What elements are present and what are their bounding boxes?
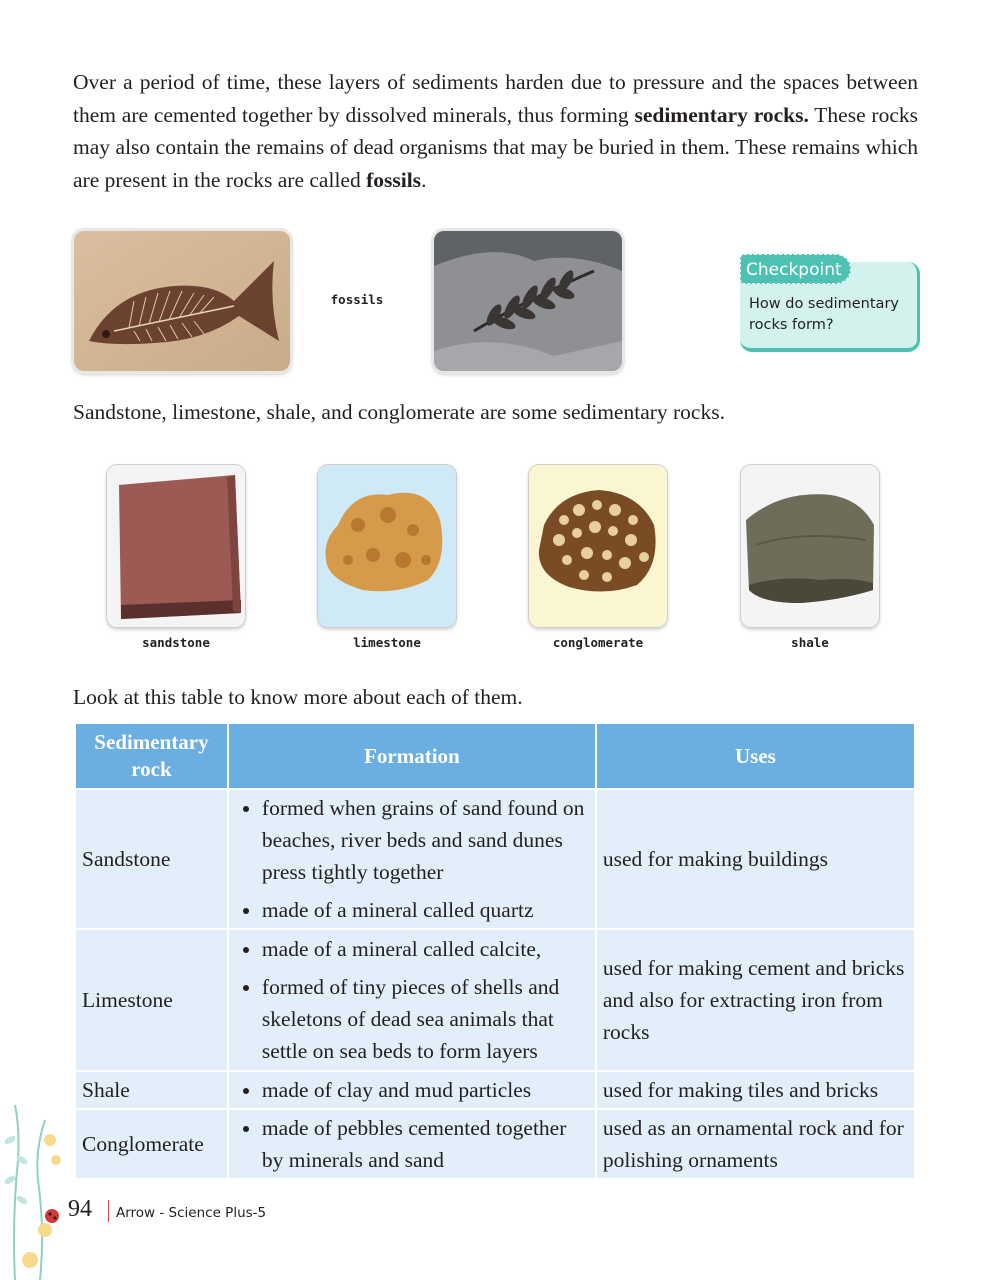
fossils-caption: fossils bbox=[330, 292, 384, 307]
term-fossils: fossils bbox=[366, 167, 422, 192]
table-row bbox=[75, 1109, 915, 1179]
uses-cell: used for making tiles and bricks bbox=[596, 1071, 915, 1109]
footer-divider bbox=[108, 1200, 109, 1222]
formation-cell bbox=[228, 1071, 596, 1109]
conglomerate-image bbox=[529, 465, 667, 627]
header-sedimentary-rock: Sedimentary rock bbox=[75, 723, 228, 789]
table-intro-text: Look at this table to know more about each of them. bbox=[73, 685, 523, 709]
uses-cell: used as an ornamental rock and for polishing ornaments bbox=[596, 1109, 915, 1179]
table-row bbox=[75, 1071, 915, 1109]
term-sedimentary-rocks: sedimentary rocks. bbox=[634, 102, 809, 127]
shale-image bbox=[741, 465, 879, 627]
fish-fossil-image bbox=[74, 231, 290, 371]
sedimentary-rocks-table bbox=[74, 722, 916, 1180]
formation-item: • formed of tiny pieces of shells and skeletons of dead sea animals that settle on sea beds to form layers bbox=[262, 971, 589, 1067]
limestone-image bbox=[318, 465, 456, 627]
formation-item: • made of clay and mud particles bbox=[262, 1074, 589, 1106]
rock-name: Conglomerate bbox=[75, 1109, 228, 1179]
limestone-caption: limestone bbox=[353, 635, 421, 650]
formation-item: • made of a mineral called quartz bbox=[262, 894, 589, 926]
formation-cell bbox=[228, 1109, 596, 1179]
uses-cell: used for making cement and bricks and also for extracting iron from rocks bbox=[596, 929, 915, 1071]
checkpoint-title: Checkpoint bbox=[740, 254, 851, 284]
formation-item: • formed when grains of sand found on beaches, river beds and sand dunes press tightly together bbox=[262, 792, 589, 888]
formation-item: • made of a mineral called calcite, bbox=[262, 933, 589, 965]
rock-name: Shale bbox=[75, 1071, 228, 1109]
table-row bbox=[75, 789, 915, 929]
rock-name: Sandstone bbox=[75, 789, 228, 929]
sandstone-caption: sandstone bbox=[142, 635, 210, 650]
sandstone-image bbox=[107, 465, 245, 627]
rock-name: Limestone bbox=[75, 929, 228, 1071]
table-header-row bbox=[75, 723, 915, 789]
checkpoint-question: How do sedimentary rocks form? bbox=[749, 296, 899, 333]
ladybug-icon bbox=[45, 1209, 59, 1223]
page-number: 94 bbox=[68, 1196, 92, 1222]
intro-text-1: Over a period of time, these layers of sediments harden due to pressure and the spaces between them are cemented together by dissolved minerals, thus forming bbox=[73, 70, 918, 127]
header-uses: Uses bbox=[596, 723, 915, 789]
intro-text-3: . bbox=[421, 167, 427, 192]
intro-text-2: These rocks may also contain the remains of dead organisms that may be buried in them. These remains which are present in the rocks are called bbox=[73, 102, 918, 192]
header-formation: Formation bbox=[228, 723, 596, 789]
shale-caption: shale bbox=[791, 635, 829, 650]
formation-item: • made of pebbles cemented together by minerals and sand bbox=[262, 1112, 589, 1176]
leaf-fossil-image bbox=[434, 231, 622, 371]
table-row bbox=[75, 929, 915, 1071]
conglomerate-caption: conglomerate bbox=[552, 635, 644, 650]
floral-decoration bbox=[0, 1100, 70, 1280]
rocks-intro-text: Sandstone, limestone, shale, and conglomerate are some sedimentary rocks. bbox=[73, 400, 725, 424]
book-title: Arrow - Science Plus-5 bbox=[116, 1205, 267, 1221]
formation-cell bbox=[228, 929, 596, 1071]
formation-cell bbox=[228, 789, 596, 929]
intro-paragraph bbox=[73, 66, 918, 196]
uses-cell: used for making buildings bbox=[596, 789, 915, 929]
